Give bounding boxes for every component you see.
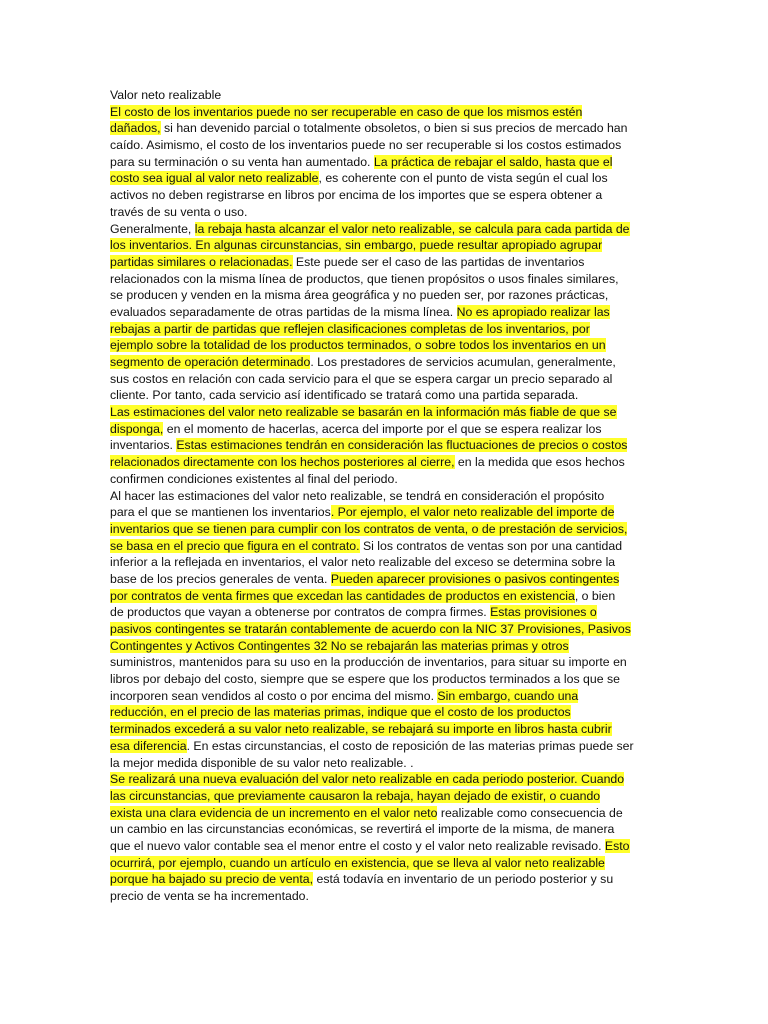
text-line (110, 604, 655, 621)
highlighted-text: dañados, (110, 121, 161, 136)
text-line (110, 287, 655, 304)
text-line (110, 120, 655, 137)
text-line (110, 204, 655, 221)
body-text: la mejor medida disponible de su valor neto realizable. . (110, 755, 414, 770)
highlighted-text: pasivos contingentes se tratarán contablemente de acuerdo con la NIC 37 Provisiones, Pasivos (110, 622, 631, 636)
body-text: confirmen condiciones existentes al final del periodo. (110, 471, 398, 486)
highlighted-text: partidas similares o relacionadas. (110, 254, 293, 269)
body-text: relacionados con la misma línea de productos, que tienen propósitos o usos finales similares, (110, 271, 619, 286)
text-line (110, 221, 655, 238)
body-text: incorporen sean vendidos al costo o por encima del mismo. (110, 688, 438, 703)
text-line (110, 454, 655, 471)
text-line (110, 471, 655, 488)
text-line (110, 588, 655, 605)
text-line (110, 788, 655, 805)
text-line (110, 237, 655, 254)
highlighted-text: ejemplo sobre la totalidad de los productos terminados, o sobre todos los inventarios en un (110, 338, 606, 353)
body-text: Este puede ser el caso de las partidas de inventarios (292, 254, 585, 269)
text-line (110, 704, 655, 721)
highlighted-text: segmento de operación determinado (110, 355, 311, 369)
highlighted-text: la rebaja hasta alcanzar el valor neto realizable, se calcula para cada partida de (194, 221, 630, 236)
highlighted-text: Las estimaciones del valor neto realizable se basarán en la información más fiable de que se (110, 405, 617, 420)
text-line (110, 387, 655, 404)
body-text: . En estas circunstancias, el costo de reposición de las materias primas puede ser (186, 738, 634, 753)
text-line (110, 170, 655, 187)
highlighted-text: porque ha bajado su precio de venta, (110, 872, 314, 887)
body-text: base de los precios generales de venta. (110, 571, 331, 586)
text-line (110, 488, 655, 505)
text-line (110, 554, 655, 571)
highlighted-text: El costo de los inventarios puede no ser recuperable en caso de que los mismos estén (110, 104, 583, 119)
text-line (110, 771, 655, 788)
body-text: , o bien (574, 588, 616, 603)
highlighted-text: costo sea igual al valor neto realizable (110, 171, 319, 186)
body-text: un cambio en las circunstancias económicas, se revertirá el importe de la misma, de manera (110, 822, 615, 837)
text-line (110, 137, 655, 154)
body-text: activos no deben registrarse en libros por encima de los importes que se espera obtener a (110, 188, 603, 203)
highlighted-text: inventarios que se tienen para cumplir con los contratos de venta, o de prestación de servicios, (110, 521, 628, 536)
text-line (110, 855, 655, 872)
highlighted-text: . Por ejemplo, el valor neto realizable del importe de (330, 505, 615, 520)
text-line (110, 154, 655, 171)
highlighted-text: Estas provisiones o (490, 605, 597, 620)
text-line (110, 571, 655, 588)
text-line (110, 538, 655, 555)
text-line (110, 421, 655, 438)
body-text: precio de venta se ha incrementado. (110, 889, 309, 903)
paragraph (110, 221, 655, 405)
highlighted-text: Sin embargo, cuando una (437, 688, 579, 703)
text-line (110, 187, 655, 204)
text-line (110, 404, 655, 421)
text-line (110, 437, 655, 454)
body-text: en la medida que esos hechos (454, 455, 625, 470)
paragraph (110, 404, 655, 487)
body-text: si han devenido parcial o totalmente obsoletos, o bien si sus precios de mercado han (160, 121, 628, 136)
body-text: cliente. Por tanto, cada servicio así identificado se tratará como una partida separada. (110, 388, 579, 403)
body-text: . Los prestadores de servicios acumulan, generalmente, (310, 355, 616, 369)
text-line (110, 638, 655, 655)
highlighted-text: los inventarios. En algunas circunstancias, sin embargo, puede resultar apropiado agrupar (110, 238, 603, 253)
highlighted-text: terminados excederá a su valor neto realizable, se rebajará su importe en libros hasta cubrir (110, 722, 612, 737)
body-text: suministros, mantenidos para su uso en la producción de inventarios, para situar su importe en (110, 655, 627, 670)
body-text: evaluados separadamente de otras partidas de la misma línea. (110, 304, 457, 319)
body-text: para el que se mantienen los inventarios (110, 505, 331, 520)
text-line (110, 805, 655, 822)
paragraph (110, 771, 655, 905)
text-line (110, 888, 655, 905)
text-line (110, 871, 655, 888)
text-line (110, 271, 655, 288)
text-line (110, 838, 655, 855)
text-line (110, 721, 655, 738)
highlighted-text: disponga, (110, 421, 164, 436)
highlighted-text: exista una clara evidencia de un incremento en el valor neto (110, 805, 438, 820)
body-text: Generalmente, (110, 221, 195, 236)
text-line (110, 821, 655, 838)
body-text: está todavía en inventario de un periodo posterior y su (313, 872, 614, 887)
text-line (110, 104, 655, 121)
body-text: que el nuevo valor contable sea el menor entre el costo y el valor neto realizable revisado. (110, 838, 605, 853)
body-text: libros por debajo del costo, siempre que se espere que los productos terminados a los que se (110, 672, 620, 687)
body-text: en el momento de hacerlas, acerca del importe por el que se espera realizar los (163, 421, 602, 436)
highlighted-text: Pueden aparecer provisiones o pasivos contingentes (330, 571, 620, 586)
text-line (110, 671, 655, 688)
paragraph (110, 104, 655, 221)
text-line (110, 321, 655, 338)
text-line (110, 688, 655, 705)
highlighted-text: ocurrirá, por ejemplo, cuando un artículo en existencia, que se lleva al valor neto realizable (110, 855, 605, 870)
text-line (110, 654, 655, 671)
document-body (110, 104, 655, 905)
highlighted-text: rebajas a partir de partidas que reflejen clasificaciones completas de los inventarios, por (110, 321, 590, 336)
text-line (110, 755, 655, 772)
highlighted-text: relacionados directamente con los hechos posteriores al cierre, (110, 455, 455, 470)
highlighted-text: esa diferencia (110, 738, 187, 753)
document-title: Valor neto realizable (110, 88, 222, 102)
highlighted-text: las circunstancias, que previamente causaron la rebaja, hayan dejado de existir, o cuando (110, 788, 601, 803)
body-text: para su terminación o su venta han aumentado. (110, 154, 374, 169)
body-text: caído. Asimismo, el costo de los inventarios puede no ser recuperable si los costos estimados (110, 138, 622, 153)
highlighted-text: Estas estimaciones tendrán en consideración las fluctuaciones de precios o costos (176, 438, 628, 453)
text-line (110, 254, 655, 271)
body-text: realizable como consecuencia de (437, 805, 623, 820)
paragraph (110, 488, 655, 772)
body-text: inventarios. (110, 438, 177, 453)
body-text: , es coherente con el punto de vista según el cual los (318, 171, 608, 186)
body-text: inferior a la reflejada en inventarios, el valor neto realizable del exceso se determina sobre la (110, 555, 616, 570)
highlighted-text: Se realizará una nueva evaluación del valor neto realizable en cada periodo posterior. Cuando (110, 772, 625, 787)
highlighted-text: reducción, en el precio de las materias primas, indique que el costo de los productos (110, 705, 571, 720)
highlighted-text: No es apropiado realizar las (456, 304, 610, 319)
body-text: de productos que vayan a obtenerse por contratos de compra firmes. (110, 605, 491, 620)
body-text: se producen y venden en la misma área geográfica y no pueden ser, por razones prácticas, (110, 288, 609, 303)
highlighted-text: Esto (604, 838, 630, 853)
body-text: sus costos en relación con cada servicio para el que se espera cargar un precio separado al (110, 371, 613, 386)
text-line (110, 371, 655, 388)
text-line (110, 354, 655, 371)
text-line (110, 521, 655, 538)
body-text: Al hacer las estimaciones del valor neto realizable, se tendrá en consideración el propósito (110, 488, 605, 503)
text-line (110, 621, 655, 638)
highlighted-text: La práctica de rebajar el saldo, hasta que el (373, 154, 613, 169)
body-text: Si los contratos de ventas son por una cantidad (359, 538, 623, 553)
text-line (110, 304, 655, 321)
body-text: través de su venta o uso. (110, 204, 248, 219)
text-line (110, 738, 655, 755)
highlighted-text: se basa en el precio que figura en el contrato. (110, 538, 360, 553)
document-page (110, 87, 655, 905)
highlighted-text: Contingentes y Activos Contingentes 32 No se rebajarán las materias primas y otros (110, 638, 569, 653)
text-line (110, 337, 655, 354)
highlighted-text: por contratos de venta firmes que excedan las cantidades de productos en existencia (110, 588, 575, 603)
text-line (110, 504, 655, 521)
